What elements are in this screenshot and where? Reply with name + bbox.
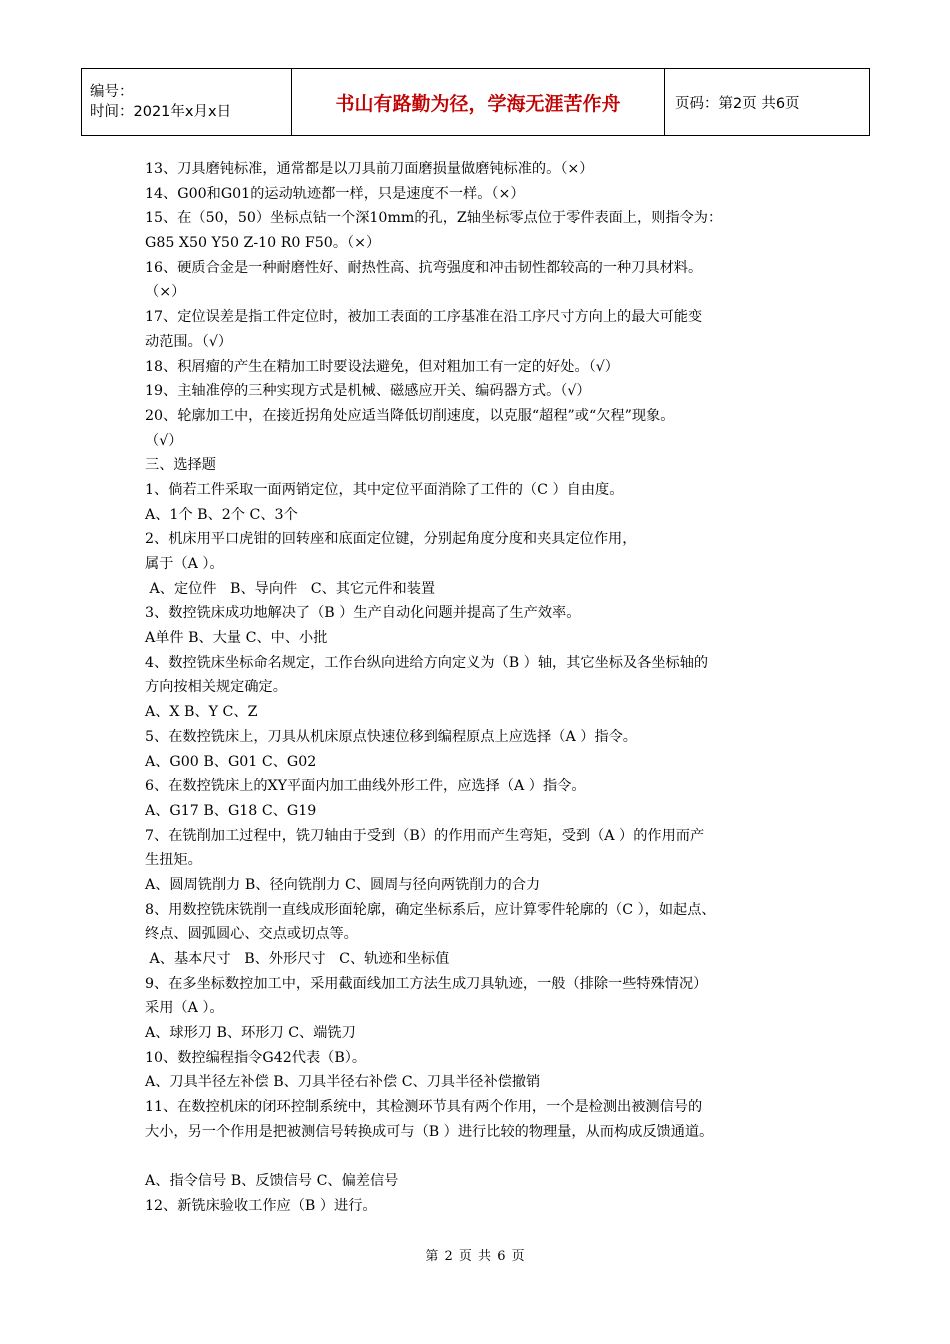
text-line: 15、在（50，50）坐标点钻一个深10mm的孔，Z轴坐标零点位于零件表面上，则指令为： xyxy=(145,210,723,227)
text-line: 5、在数控铣床上，刀具从机床原点快速位移到编程原点上应选择（A ）指令。 xyxy=(145,728,637,745)
text-line: A、指令信号 B、反馈信号 C、偏差信号 xyxy=(145,1173,399,1190)
text-line: A、定位件 B、导向件 C、其它元件和装置 xyxy=(145,580,436,597)
text-line: A、G17 B、G18 C、G19 xyxy=(145,802,317,819)
text-line: 19、主轴准停的三种实现方式是机械、磁感应开关、编码器方式。（√） xyxy=(145,383,591,400)
text-line: 10、数控编程指令G42代表（B）。 xyxy=(145,1049,367,1066)
text-line: 9、在多坐标数控加工中，采用截面线加工方法生成刀具轨迹，一般（排除一些特殊情况） xyxy=(145,975,708,992)
text-line: 12、新铣床验收工作应（B ）进行。 xyxy=(145,1197,377,1214)
section-heading: 三、选择题 xyxy=(145,457,216,474)
text-line: 8、用数控铣床铣削一直线成形面轮廓，确定坐标系后，应计算零件轮廓的（C ），如起点、 xyxy=(145,901,716,918)
text-line: 2、机床用平口虎钳的回转座和底面定位键，分别起角度分度和夹具定位作用， xyxy=(145,531,637,548)
text-line: （×） xyxy=(145,284,186,301)
text-line: A、球形刀 B、环形刀 C、端铣刀 xyxy=(145,1025,356,1042)
text-line: 动范围。（√） xyxy=(145,333,233,350)
text-line: 6、在数控铣床上的XY平面内加工曲线外形工件，应选择（A ）指令。 xyxy=(145,778,586,795)
text-line: 大小，另一个作用是把被测信号转换成可与（B ）进行比较的物理量，从而构成反馈通道。 xyxy=(145,1123,714,1140)
text-line: 采用（A ）。 xyxy=(145,1000,224,1017)
text-line: A、1个 B、2个 C、3个 xyxy=(145,506,298,523)
page-label: 页码：第2页 共6页 xyxy=(675,95,800,112)
page-footer xyxy=(0,1245,950,1264)
text-line: 16、硬质合金是一种耐磨性好、耐热性高、抗弯强度和冲击韧性都较高的一种刀具材料。 xyxy=(145,259,703,276)
text-line: 4、数控铣床坐标命名规定，工作台纵向进给方向定义为（B ）轴，其它坐标及各坐标轴的 xyxy=(145,654,709,671)
text-line: 13、刀具磨钝标准，通常都是以刀具前刀面磨损量做磨钝标准的。（×） xyxy=(145,161,594,177)
text-line: A、刀具半径左补偿 B、刀具半径右补偿 C、刀具半径补偿撤销 xyxy=(145,1074,541,1091)
number-label: 编号： xyxy=(90,84,134,100)
header-info-cell xyxy=(82,69,292,136)
text-line: 生扭矩。 xyxy=(145,852,202,869)
text-line: 18、积屑瘤的产生在精加工时要设法避免，但对粗加工有一定的好处。（√） xyxy=(145,358,619,375)
text-line: 3、数控铣床成功地解决了（B ）生产自动化问题并提高了生产效率。 xyxy=(145,605,581,622)
text-line: A、基本尺寸 B、外形尺寸 C、轨迹和坐标值 xyxy=(145,951,450,967)
text-line: 14、G00和G01的运动轨迹都一样，只是速度不一样。（×） xyxy=(145,185,525,202)
text-line: 1、倘若工件采取一面两销定位，其中定位平面消除了工件的（C ）自由度。 xyxy=(145,481,624,498)
text-line: A、X B、Y C、Z xyxy=(145,704,258,721)
text-line: 11、在数控机床的闭环控制系统中，其检测环节具有两个作用，一个是检测出被测信号的 xyxy=(145,1099,703,1116)
text-line: A单件 B、大量 C、中、小批 xyxy=(145,630,328,647)
footer-page-number: 第 2 页 共 6 页 xyxy=(425,1249,525,1264)
text-line: 属于（A ）。 xyxy=(145,556,224,572)
motto-text: 书山有路勤为径，学海无涯苦作舟 xyxy=(335,92,621,115)
text-line: 终点、圆弧圆心、交点或切点等。 xyxy=(145,926,358,943)
text-line: G85 X50 Y50 Z-10 R0 F50。（×） xyxy=(145,235,381,252)
text-line: （√） xyxy=(145,432,183,449)
text-line: A、G00 B、G01 C、G02 xyxy=(145,753,317,770)
header-table xyxy=(81,68,870,136)
time-label: 时间：2021年x月x日 xyxy=(90,104,232,120)
text-line: 7、在铣削加工过程中，铣刀轴由于受到（B）的作用而产生弯矩，受到（A ）的作用而产 xyxy=(145,827,705,844)
document-body xyxy=(145,157,825,1219)
blank-line xyxy=(145,1145,825,1170)
text-line: 方向按相关规定确定。 xyxy=(145,679,287,696)
text-line: A、圆周铣削力 B、径向铣削力 C、圆周与径向两铣削力的合力 xyxy=(145,876,541,893)
motto-cell xyxy=(292,69,665,136)
text-line: 20、轮廓加工中，在接近拐角处应适当降低切削速度，以克服“超程”或“欠程”现象。 xyxy=(145,407,675,424)
text-line: 17、定位误差是指工件定位时，被加工表面的工序基准在沿工序尺寸方向上的最大可能变 xyxy=(145,309,703,326)
page-info-cell xyxy=(665,69,870,136)
